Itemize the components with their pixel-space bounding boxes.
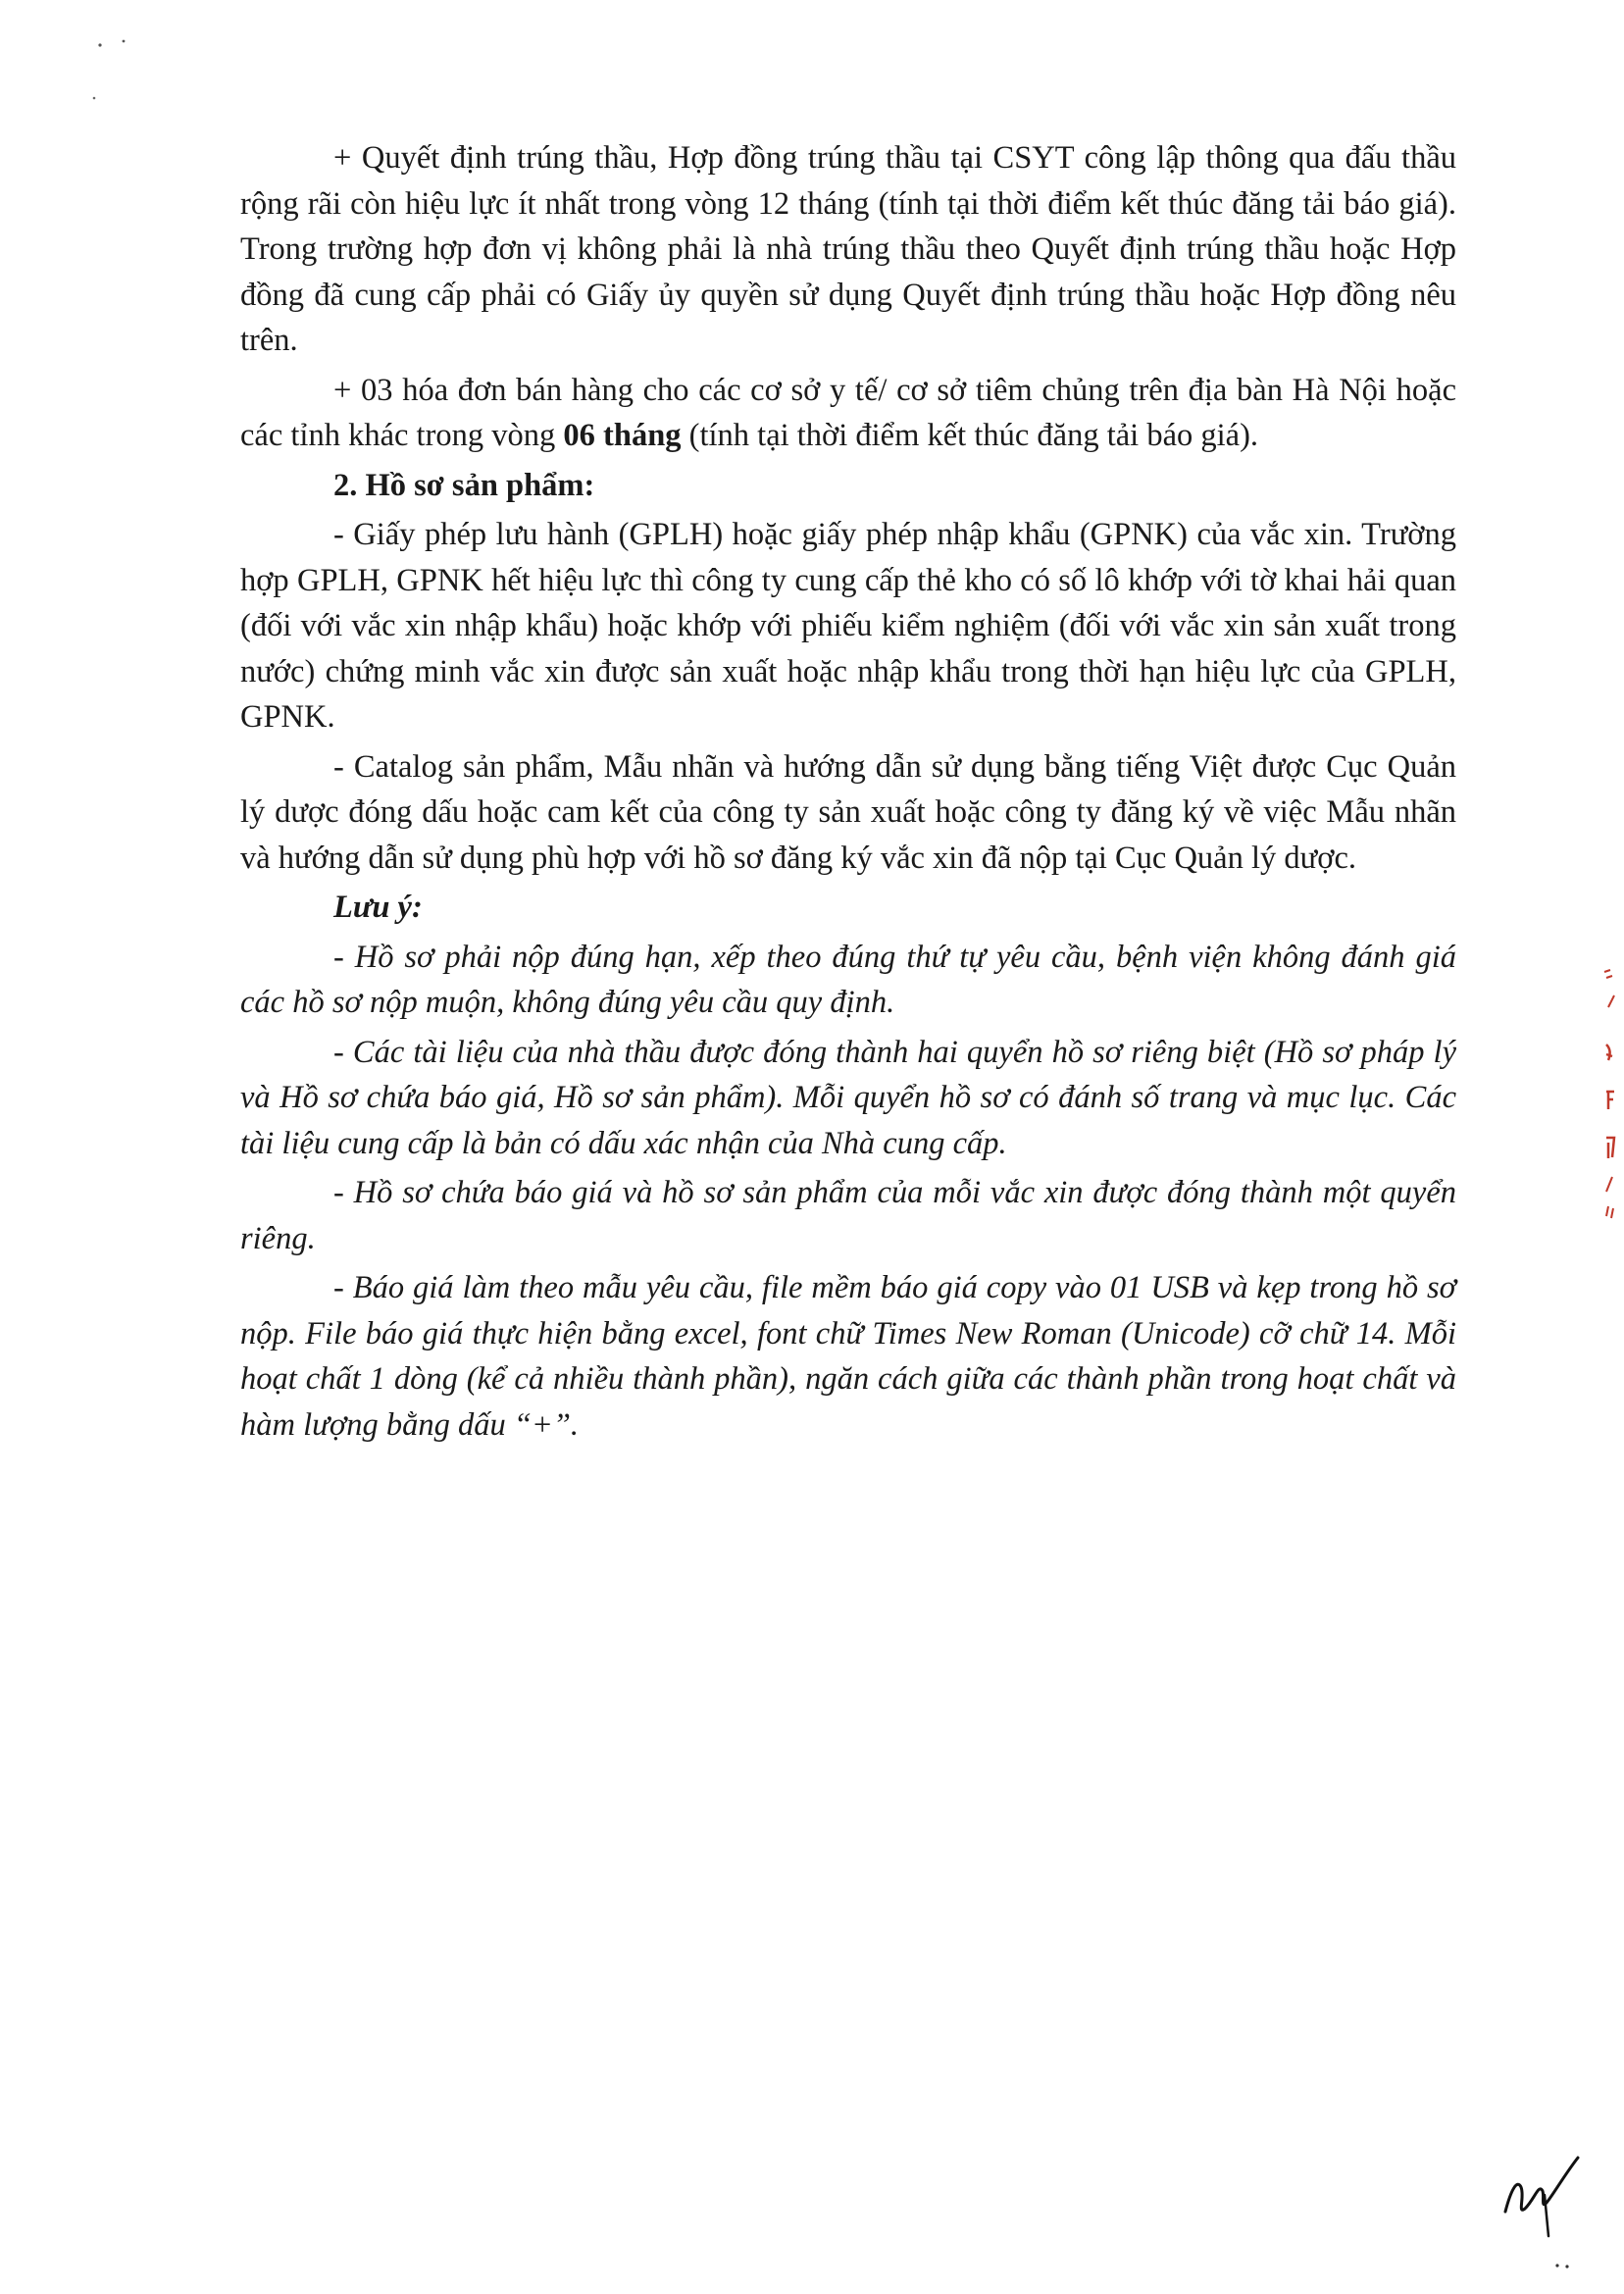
hoa-don-bold-duration: 06 tháng	[563, 418, 682, 453]
paragraph-gplh: - Giấy phép lưu hành (GPLH) hoặc giấy phép nhập khẩu (GPNK) của vắc xin. Trường hợp GPLH, GPNK hết hiệu lực thì công ty cung cấp thẻ kho có số lô khớp với tờ khai hải quan (đối với vắc xin nhập khẩu) hoặc khớp với phiếu kiểm nghiệm (đối với vắc xin sản xuất trong nước) chứng minh vắc xin được sản xuất hoặc nhập khẩu trong thời hạn hiệu lực của GPLH, GPNK.	[240, 517, 1456, 735]
margin-stamp-marks	[1597, 966, 1620, 1231]
note-item-4: - Báo giá làm theo mẫu yêu cầu, file mềm báo giá copy vào 01 USB và kẹp trong hồ sơ nộp. File báo giá thực hiện bằng excel, font chữ Times New Roman (Unicode) cỡ chữ 14. Mỗi hoạt chất 1 dòng (kể cả nhiều thành phần), ngăn cách giữa các thành phần trong hoạt chất và hàm lượng bằng dấu “+”.	[240, 1270, 1456, 1443]
hoa-don-text-end: (tính tại thời điểm kết thúc đăng tải báo giá).	[681, 418, 1259, 453]
note-heading: Lưu ý:	[333, 890, 423, 925]
note-item-2: - Các tài liệu của nhà thầu được đóng thành hai quyển hồ sơ riêng biệt (Hồ sơ pháp lý và Hồ sơ chứa báo giá, Hồ sơ sản phẩm). Mỗi quyển hồ sơ có đánh số trang và mục lục. Các tài liệu cung cấp là bản có dấu xác nhận của Nhà cung cấp.	[240, 1034, 1456, 1161]
note-item-3: - Hồ sơ chứa báo giá và hồ sơ sản phẩm của mỗi vắc xin được đóng thành một quyển riêng.	[240, 1175, 1456, 1256]
scan-specks-corner	[1549, 2256, 1589, 2275]
scan-specks	[88, 29, 147, 118]
initials-signature	[1496, 2138, 1584, 2246]
paragraph-catalog: - Catalog sản phẩm, Mẫu nhãn và hướng dẫn sử dụng bằng tiếng Việt được Cục Quản lý dược đóng dấu hoặc cam kết của công ty sản xuất hoặc công ty đăng ký về việc Mẫu nhãn và hướng dẫn sử dụng phù hợp với hồ sơ đăng ký vắc xin đã nộp tại Cục Quản lý dược.	[240, 748, 1456, 876]
note-item-1: - Hồ sơ phải nộp đúng hạn, xếp theo đúng thứ tự yêu cầu, bệnh viện không đánh giá các hồ sơ nộp muộn, không đúng yêu cầu quy định.	[240, 939, 1456, 1020]
document-body	[240, 135, 1456, 1448]
section-heading-ho-so-san-pham: 2. Hồ sơ sản phẩm:	[333, 467, 595, 503]
hoa-don-text: + 03 hóa đơn bán hàng cho các cơ sở y tế/ cơ sở tiêm chủng trên địa bàn Hà Nội hoặc các tỉnh khác trong vòng	[240, 372, 1456, 453]
paragraph-hoa-don	[240, 368, 1456, 459]
paragraph-quyet-dinh-trung-thau: + Quyết định trúng thầu, Hợp đồng trúng thầu tại CSYT công lập thông qua đấu thầu rộng rãi còn hiệu lực ít nhất trong vòng 12 tháng (tính tại thời điểm kết thúc đăng tải báo giá). Trong trường hợp đơn vị không phải là nhà trúng thầu theo Quyết định trúng thầu hoặc Hợp đồng đã cung cấp phải có Giấy ủy quyền sử dụng Quyết định trúng thầu hoặc Hợp đồng nêu trên.	[240, 140, 1456, 358]
